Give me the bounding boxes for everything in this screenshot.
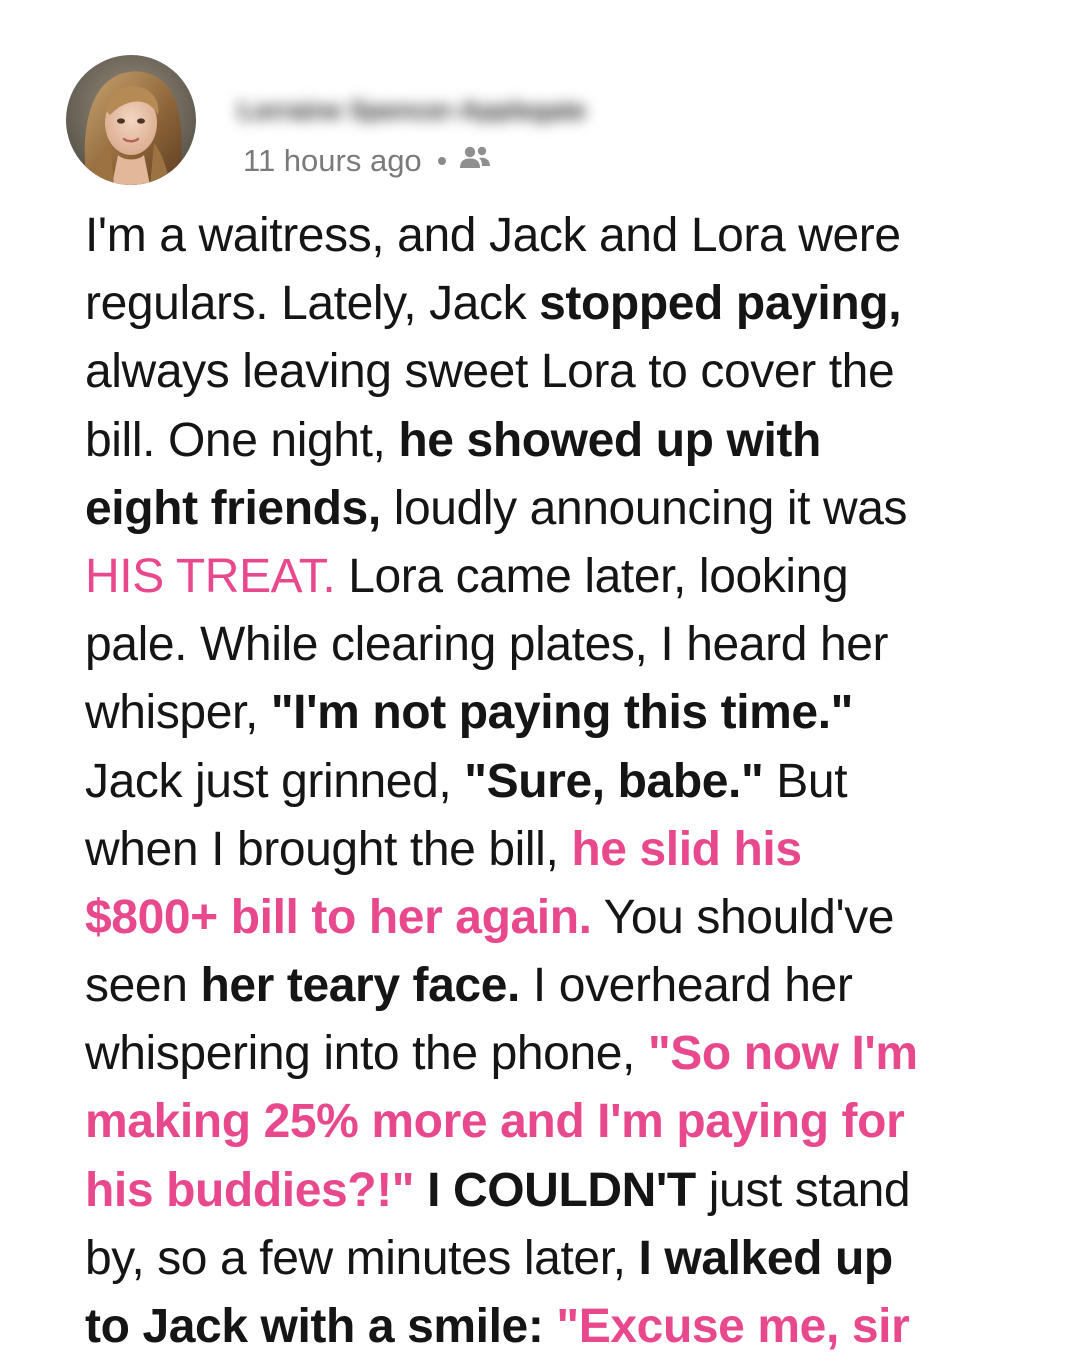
story-text: pale. While clearing plates, I heard her	[85, 618, 889, 672]
story-line	[85, 202, 1045, 270]
story-text: Lora came later, looking	[335, 549, 849, 603]
story-bold-text: "I'm not paying this time."	[270, 686, 853, 740]
story-line	[85, 475, 1045, 543]
post-header	[66, 55, 966, 185]
story-text: I'm a waitress, and Jack and Lora were	[85, 209, 901, 262]
story-text: regulars. Lately, Jack	[85, 277, 540, 331]
friends-icon[interactable]	[458, 143, 492, 179]
separator-dot	[438, 157, 446, 165]
story-bold-text: "Sure, babe."	[464, 754, 764, 808]
story-text: loudly announcing it was	[380, 481, 908, 535]
story-bold-text: her teary face.	[200, 959, 520, 1013]
story-highlight-text: making 25% more and I'm paying for	[85, 1095, 905, 1149]
story-text: by, so a few minutes later,	[85, 1231, 639, 1285]
story-line	[85, 611, 1045, 679]
author-name[interactable]: Lorraine Spencer-Applegate	[238, 95, 587, 123]
story-highlight-text: "So now I'm	[647, 1027, 918, 1081]
story-line	[85, 407, 1045, 475]
story-text: always leaving sweet Lora to cover the	[85, 345, 895, 399]
story-line	[85, 816, 1045, 884]
story-text: bill. One night,	[85, 413, 399, 467]
story-highlight-text: "Excuse me, sir	[556, 1300, 910, 1353]
story-line	[85, 884, 1045, 952]
story-highlight-text: $800+ bill to her again.	[85, 890, 592, 944]
story-text: when I brought the bill,	[85, 822, 572, 876]
story-highlight-text: his buddies?!"	[85, 1163, 415, 1217]
avatar[interactable]	[66, 55, 196, 185]
story-line	[85, 1020, 1045, 1088]
story-text: I overheard her	[519, 959, 853, 1013]
story-text: seen	[85, 959, 201, 1013]
story-line	[85, 1293, 1045, 1361]
story-text: just stand	[695, 1163, 911, 1217]
story-bold-text: I COULDN'T	[414, 1163, 696, 1217]
story-line	[85, 1157, 1045, 1225]
story-text: But	[763, 754, 848, 808]
story-highlight-text: he slid his	[571, 822, 802, 876]
story-line	[85, 1088, 1045, 1156]
story-text: whisper,	[85, 686, 271, 740]
profile-photo-icon	[66, 55, 196, 185]
post-story-text	[85, 202, 1045, 1361]
story-bold-text: eight friends,	[85, 481, 381, 535]
story-text: whispering into the phone,	[85, 1027, 648, 1081]
story-line	[85, 748, 1045, 816]
story-bold-text: I walked up	[638, 1231, 893, 1285]
story-line	[85, 952, 1045, 1020]
story-line	[85, 1225, 1045, 1293]
story-line	[85, 543, 1045, 611]
story-line	[85, 679, 1045, 747]
story-text: You should've	[591, 890, 895, 944]
story-text: Jack just grinned,	[85, 754, 465, 808]
story-line	[85, 270, 1045, 338]
story-bold-text: to Jack with a smile:	[85, 1300, 557, 1353]
post-timestamp[interactable]: 11 hours ago	[243, 143, 422, 178]
story-highlight-text: HIS TREAT.	[85, 549, 336, 603]
story-bold-text: stopped paying,	[539, 277, 902, 331]
post-meta	[243, 141, 492, 181]
story-line	[85, 338, 1045, 406]
story-bold-text: he showed up with	[398, 413, 821, 467]
